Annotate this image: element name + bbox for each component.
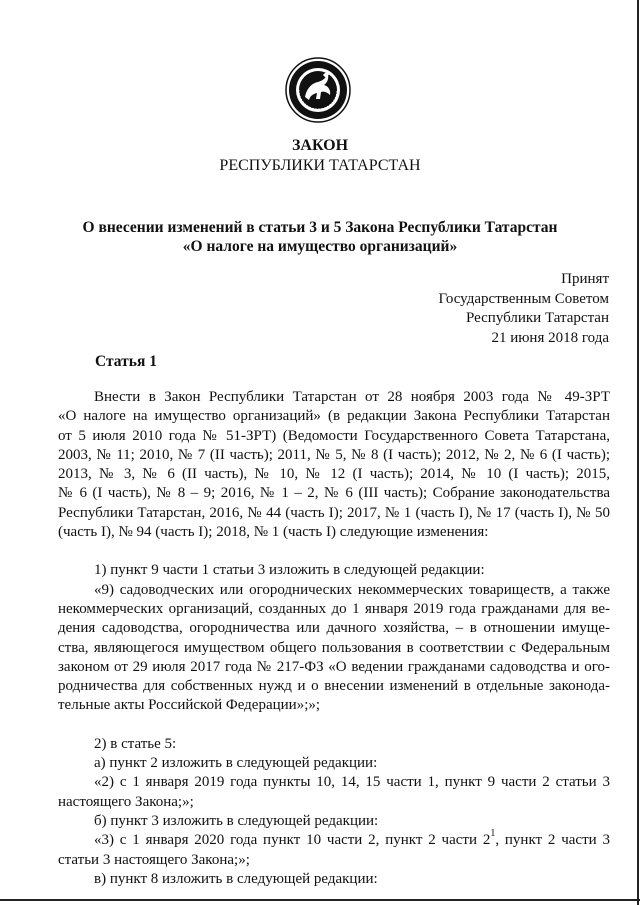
text-line: в) пункт 8 изложить в следующей редакции: bbox=[94, 870, 378, 887]
article-title: Статья 1 bbox=[95, 353, 157, 370]
text-line: (часть I), № 94 (часть I); 2018, № 1 (часть I) следующие изменения: bbox=[58, 524, 489, 541]
text-line: от 5 июля 2010 года № 51-ЗРТ) (Ведомости Государственного Совета Татарстана, bbox=[58, 427, 610, 444]
document-subtitle: РЕСПУБЛИКИ ТАТАРСТАН bbox=[219, 157, 421, 174]
law-heading-line: «О налоге на имущество организаций» bbox=[182, 238, 458, 255]
text-line bbox=[58, 828, 610, 850]
text-line: тельные акты Российской Федерации»;»; bbox=[58, 697, 321, 714]
text-line: дения садоводства, огородничества или дачного хозяйства, – в отношении имуще- bbox=[58, 620, 610, 637]
text-fragment: «3) с 1 января 2020 года пункт 10 части 2, пункт 2 части 2 bbox=[94, 832, 491, 849]
text-line: некоммерческих организаций, созданных до 1 января 2019 года гражданами для ве- bbox=[58, 600, 610, 617]
text-line: 1) пункт 9 части 1 статьи 3 изложить в следующей редакции: bbox=[94, 562, 485, 579]
text-line: 2) в статье 5: bbox=[94, 735, 177, 752]
text-line: статьи 3 настоящего Закона;»; bbox=[58, 851, 250, 868]
text-line: законом от 29 июля 2017 года № 217-ФЗ «О ведении гражданами садоводства и ого- bbox=[58, 658, 610, 675]
superscript: 1 bbox=[490, 828, 496, 840]
scan-border-bottom bbox=[0, 899, 640, 901]
text-line: родничества для собственных нужд и о внесении изменений в отдельные законода- bbox=[58, 678, 610, 695]
law-heading-line: О внесении изменений в статьи 3 и 5 Закона Республики Татарстан bbox=[82, 219, 558, 236]
adoption-line: Республики Татарстан bbox=[465, 310, 609, 326]
text-line: 2003, № 11; 2010, № 7 (II часть); 2011, № 5, № 8 (I часть); 2012, № 2, № 6 (I часть); bbox=[58, 446, 610, 463]
law-heading bbox=[60, 218, 580, 256]
text-line: «2) с 1 января 2019 года пункты 10, 14, 15 части 1, пункт 9 части 2 статьи 3 bbox=[94, 774, 610, 791]
adoption-block bbox=[439, 270, 610, 348]
text-fragment: , пункт 2 части 3 bbox=[495, 832, 610, 849]
document-title: ЗАКОН bbox=[291, 137, 349, 154]
adoption-line: Государственным Советом bbox=[438, 290, 609, 307]
text-line: ства, являющегося имуществом общего пользования в соответствии с Федеральным bbox=[58, 639, 610, 656]
item-1 bbox=[58, 561, 610, 715]
text-line: а) пункт 2 изложить в следующей редакции: bbox=[94, 755, 378, 772]
text-line: Внести в Закон Республики Татарстан от 28 ноября 2003 года № 49-ЗРТ bbox=[94, 389, 610, 405]
text-line: «О налоге на имущество организаций» (в редакции Закона Республики Татарстан bbox=[58, 408, 610, 425]
adoption-line: Принят bbox=[561, 271, 609, 287]
text-line: № 6 (I часть), № 8 – 9; 2016, № 1 – 2, № 6 (III часть); Собрание законодательства bbox=[58, 485, 610, 502]
article-body bbox=[58, 388, 610, 889]
adoption-date: 21 июня 2018 года bbox=[491, 329, 609, 346]
text-line: настоящего Закона;»; bbox=[58, 793, 194, 810]
text-line: «9) садоводческих или огороднических некоммерческих товариществ, а также bbox=[94, 581, 610, 598]
item-2 bbox=[58, 735, 610, 889]
intro-paragraph bbox=[58, 388, 610, 542]
tatarstan-emblem-icon bbox=[285, 57, 351, 123]
scan-border-right bbox=[637, 0, 639, 905]
text-line: Республики Татарстан, 2016, № 44 (часть I); 2017, № 1 (часть I), № 17 (часть I), № 50 bbox=[58, 504, 610, 521]
text-line: б) пункт 3 изложить в следующей редакции: bbox=[94, 812, 379, 829]
text-line: 2013, № 3, № 6 (II часть), № 10, № 12 (I часть); 2014, № 10 (I часть); 2015, bbox=[58, 466, 610, 483]
